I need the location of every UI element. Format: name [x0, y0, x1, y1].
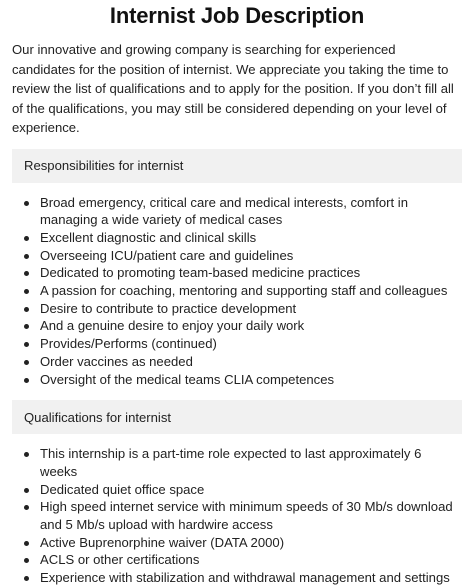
list-item: Overseeing ICU/patient care and guidelines — [40, 247, 462, 265]
list-item: Dedicated quiet office space — [40, 481, 462, 499]
bullet-icon — [24, 201, 29, 206]
list-item: Experience with stabilization and withdrawal management and settings — [40, 569, 462, 587]
bullet-icon — [24, 324, 29, 329]
bullet-icon — [24, 254, 29, 259]
bullet-icon — [24, 289, 29, 294]
list-item: Active Buprenorphine waiver (DATA 2000) — [40, 534, 462, 552]
bullet-icon — [24, 541, 29, 546]
list-item: And a genuine desire to enjoy your daily work — [40, 317, 462, 335]
list-item: High speed internet service with minimum speeds of 30 Mb/s download and 5 Mb/s upload with hardwire access — [40, 498, 462, 533]
list-item: A passion for coaching, mentoring and supporting staff and colleagues — [40, 282, 462, 300]
list-item: Excellent diagnostic and clinical skills — [40, 229, 462, 247]
list-item: Oversight of the medical teams CLIA competences — [40, 371, 462, 389]
list-item: Broad emergency, critical care and medical interests, comfort in managing a wide variety of medical cases — [40, 194, 462, 229]
bullet-icon — [24, 307, 29, 312]
bullet-icon — [24, 558, 29, 563]
page-title: Internist Job Description — [109, 3, 365, 28]
qualifications-heading: Qualifications for internist — [12, 400, 462, 434]
bullet-icon — [24, 342, 29, 347]
list-item: Order vaccines as needed — [40, 353, 462, 371]
bullet-icon — [24, 452, 29, 457]
bullet-icon — [24, 505, 29, 510]
list-item: Provides/Performs (continued) — [40, 335, 462, 353]
responsibilities-list — [12, 194, 462, 389]
list-item: ACLS or other certifications — [40, 551, 462, 569]
bullet-icon — [24, 576, 29, 581]
bullet-icon — [24, 488, 29, 493]
qualifications-list — [12, 445, 462, 587]
list-item: Dedicated to promoting team-based medicine practices — [40, 264, 462, 282]
list-item: Desire to contribute to practice development — [40, 300, 462, 318]
bullet-icon — [24, 271, 29, 276]
bullet-icon — [24, 378, 29, 383]
list-item: This internship is a part-time role expected to last approximately 6 weeks — [40, 445, 462, 480]
responsibilities-heading: Responsibilities for internist — [12, 149, 462, 183]
bullet-icon — [24, 236, 29, 241]
bullet-icon — [24, 360, 29, 365]
intro-paragraph: Our innovative and growing company is searching for experienced candidates for the position of internist. We appreciate you taking the time to review the list of qualifications and to apply for the position. If you don’t fill all of the qualifications, you may still be considered depending on your level of experience. — [12, 42, 454, 135]
